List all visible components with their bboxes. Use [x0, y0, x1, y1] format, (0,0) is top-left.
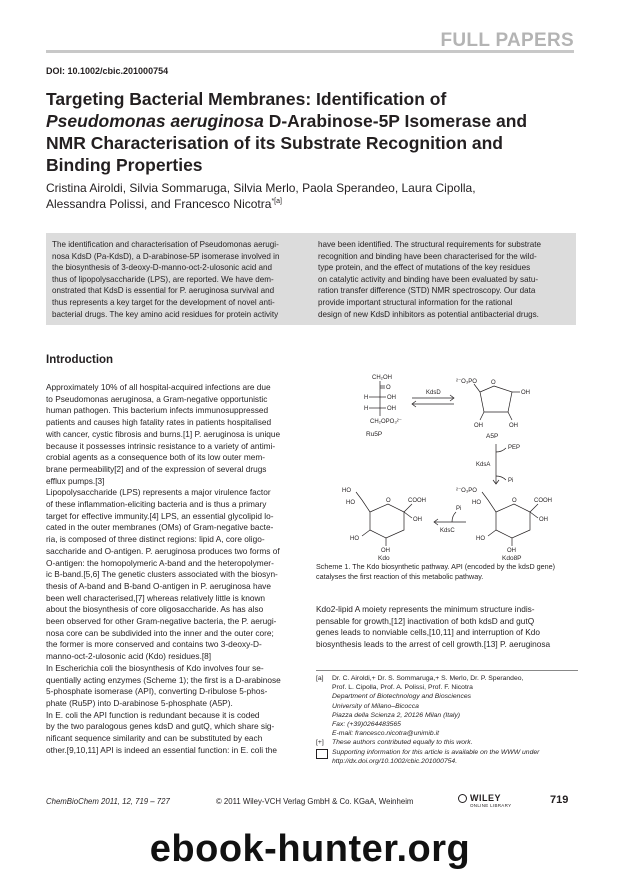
body-line: Kdo2-lipid A moiety represents the minimum structure indis-: [316, 604, 535, 614]
label-kdsa: KdsA: [476, 462, 491, 468]
label-kdsd: KdsD: [426, 390, 441, 396]
abstract-line: thus represents a key target for the development of novel anti-: [52, 297, 275, 307]
affiliation-mark: [a]: [316, 675, 324, 682]
body-line: crobial agents as a consequence both of its low outer mem-: [46, 452, 266, 463]
body-line: 5-phosphate isomerase (API), converting D-ribulose 5-phos-: [46, 686, 268, 697]
svg-text:O: O: [512, 498, 517, 504]
watermark: ebook-hunter.org: [149, 828, 471, 870]
body-line: of these inflammation-eliciting bacteria and is thus a primary: [46, 499, 267, 510]
svg-text:HO: HO: [472, 500, 481, 506]
abstract-line: provide important structural information for the rational: [318, 297, 513, 307]
wiley-online-library-logo[interactable]: [458, 793, 518, 813]
body-line: the former is more conserved and contains two 3-deoxy-D-: [46, 639, 262, 650]
body-line: pensable for growth,[12] inactivation of both kdsD and gutQ: [316, 615, 535, 626]
wiley-logo-icon: [458, 794, 467, 803]
abstract-line: ration transfer difference (STD) NMR spectroscopy. Our data: [318, 286, 536, 296]
body-line: ic B-band.[5,6] The genetic clusters associated with the biosyn-: [46, 569, 278, 580]
kdo8p-structure: [482, 492, 538, 546]
body-line: nosa core can be subdivided into the inner and the outer core;: [46, 627, 274, 638]
svg-text:OH: OH: [539, 517, 548, 523]
abstract-line: nosa KdsD (Pa-KdsD), a D-arabinose-5P isomerase involved in: [52, 251, 280, 261]
body-line: human pathogen. This bacterium infects immunosuppressed: [46, 405, 269, 416]
body-line: saccharide and O-antigen. P. aeruginosa produces two forms of: [46, 545, 280, 556]
svg-text:COOH: COOH: [534, 498, 552, 504]
body-line: Approximately 10% of all hospital-acquired infections are due: [46, 382, 271, 392]
svg-text:COOH: COOH: [408, 498, 426, 504]
svg-text:O: O: [491, 380, 496, 386]
plus-mark: [+]: [316, 739, 324, 747]
body-line: by the two paralogous genes kdsD and gutQ, which share sig-: [46, 721, 275, 732]
body-line: In Escherichia coli the biosynthesis of Kdo involves four se-: [46, 662, 264, 673]
svg-text:HO: HO: [350, 536, 359, 542]
introduction-body: [46, 382, 308, 757]
body-line: nificant sequence similarity and can be substituted by each: [46, 733, 263, 744]
abstract-line: the biosynthesis of 3-deoxy-D-manno-oct-2-ulosonic acid and: [52, 263, 272, 273]
title-line-2-rest: D-Arabinose-5P Isomerase and: [263, 111, 528, 131]
note-line: These authors contributed equally to this work.: [332, 739, 473, 747]
article-title: [46, 88, 586, 176]
title-line-2: [46, 110, 586, 132]
body-line: target for effective immunity.[4] LPS, an essential glycolipid lo-: [46, 510, 274, 521]
body-line: with cancer, cystic fibrosis and burns.[1] P. aeruginosa is unique: [46, 428, 281, 439]
kdsa-arrow: [493, 444, 506, 484]
svg-text:O: O: [386, 385, 391, 391]
body-line: In E. coli the API function is redundant because it is coded: [46, 709, 260, 720]
svg-text:OH: OH: [387, 406, 396, 412]
kdo-substituents: [342, 488, 426, 554]
body-line: been well characterised,[7] whereas relatively little is known: [46, 592, 266, 603]
label-kdo8p: Kdo8P: [502, 555, 522, 560]
svg-text:H: H: [364, 406, 369, 412]
abstract-line: have been identified. The structural requirements for substrate: [318, 240, 542, 249]
scheme-caption: [316, 562, 578, 582]
svg-text:OH: OH: [387, 395, 396, 401]
svg-text:OH: OH: [413, 517, 422, 523]
affiliation-a: [316, 674, 578, 738]
page-number: 719: [550, 794, 569, 806]
body-line: because it possesses intrinsic resistance to a variety of antimi-: [46, 440, 276, 451]
label-ru5p: Ru5P: [366, 431, 383, 438]
wiley-logo-bottom: ONLINE LIBRARY: [470, 803, 512, 808]
body-line: other.[9,10,11] API is indeed an essential function: in E. coli the: [46, 744, 277, 755]
svg-text:OH: OH: [509, 423, 518, 429]
svg-text:H: H: [364, 395, 369, 401]
affiliation-line: Department of Biotechnology and Biosciences: [332, 693, 472, 701]
affiliation-email[interactable]: E-mail: francesco.nicotra@unimib.it: [332, 730, 440, 738]
abstract-box: [46, 233, 576, 325]
section-label: FULL PAPERS: [440, 30, 574, 51]
equal-contribution-note: [316, 738, 578, 747]
svg-text:OH: OH: [381, 548, 390, 554]
author-line-1: Cristina Airoldi, Silvia Sommaruga, Silvia Merlo, Paola Sperandeo, Laura Cipolla,: [46, 181, 476, 195]
author-line-2: [46, 196, 566, 212]
footer-journal: ChemBioChem 2011, 12, 719 – 727: [46, 797, 170, 806]
body-line: patients and causes high fatality rates in patients hospitalised: [46, 417, 272, 428]
supporting-info-icon: [316, 749, 328, 759]
svg-text:²⁻O₃PO: ²⁻O₃PO: [456, 379, 477, 385]
kdsd-arrows: [412, 395, 454, 407]
affiliation-line: University of Milano–Bicocca: [332, 702, 419, 710]
wiley-logo-top: WILEY: [470, 793, 501, 803]
body-line: efflux pumps.[3]: [46, 475, 105, 486]
svg-text:²⁻O₃PO: ²⁻O₃PO: [456, 488, 477, 494]
label-pi-2: Pi: [456, 506, 462, 512]
abstract-line: The identification and characterisation of Pseudomonas aerugi-: [52, 240, 279, 249]
svg-text:O: O: [386, 498, 391, 504]
author-list: [46, 180, 566, 212]
svg-text:OH: OH: [507, 548, 516, 554]
body-line: biosynthesis leads to the arrest of cell growth.[13] P. aeruginosa: [316, 639, 551, 650]
label-pi-1: Pi: [508, 478, 514, 484]
abstract-line: recognition and binding have been characterised for the wild-: [318, 251, 537, 261]
body-line: cated in the outer membranes (OMs) of Gram-negative bacte-: [46, 522, 274, 533]
label-a5p: A5P: [486, 433, 499, 440]
body-line: O-antigen: the homopolymeric A-band and the heteropolymer-: [46, 557, 274, 568]
footer-copyright: © 2011 Wiley-VCH Verlag GmbH & Co. KGaA, Weinheim: [216, 797, 414, 806]
svg-text:OH: OH: [474, 423, 483, 429]
svg-text:HO: HO: [346, 500, 355, 506]
affiliation-line: Piazza della Scienza 2, 20126 Milan (Italy): [332, 711, 461, 719]
affiliation-line: Dr. C. Airoldi,+ Dr. S. Sommaruga,+ S. Merlo, Dr. P. Sperandeo,: [332, 675, 524, 682]
label-kdsc: KdsC: [440, 528, 455, 534]
abstract-line: onstrated that KdsD is essential for P. aeruginosa survival and: [52, 286, 275, 296]
body-line: genes leads to nonviable cells,[10,11] and interruption of Kdo: [316, 627, 541, 638]
label-kdo: Kdo: [378, 555, 390, 560]
a5p-structure: [474, 384, 520, 420]
caption-line: catalyses the first reaction of this metabolic pathway.: [316, 572, 484, 581]
body-line: phate (Ru5P) into D-arabinose 5-phosphate (A5P).: [46, 697, 233, 708]
body-line: about the biosynthesis of core oligosaccharide. As has also: [46, 604, 264, 615]
abstract-line: thus of lipopolysaccharide (LPS), are reported. We have dem-: [52, 274, 274, 284]
title-line-3: NMR Characterisation of its Substrate Recognition and: [46, 133, 503, 153]
ru5p-structure: [364, 375, 402, 425]
kdo8p-substituents: [456, 488, 552, 554]
affiliation-line: Fax: (+39)0264483565: [332, 721, 401, 729]
title-species: Pseudomonas aeruginosa: [46, 111, 264, 131]
author-line-2-text: Alessandra Polissi, and Francesco Nicotra: [46, 197, 272, 211]
supporting-info-note: [316, 748, 578, 766]
body-line: quentially acting enzymes (Scheme 1); the first is a D-arabinose: [46, 674, 281, 685]
body-line: manno-oct-2-ulosonic acid (Kdo) residues.[8]: [46, 651, 212, 662]
abstract-line: design of new KdsD inhibitors as potential antibacterial drugs.: [318, 309, 539, 319]
abstract-line: on catalytic activity and binding have been evaluated by satu-: [318, 274, 539, 284]
supporting-info-link[interactable]: http://dx.doi.org/10.1002/cbic.201000754.: [332, 757, 458, 765]
svg-text:OH: OH: [521, 390, 530, 396]
abstract-left-column: [52, 239, 303, 320]
body-line: Lipopolysaccharide (LPS) represents a major virulence factor: [46, 487, 271, 498]
body-line: ria, is composed of three distinct regions: lipid A, core oligo-: [46, 534, 265, 545]
abstract-line: bacterial drugs. The key amino acid residues for protein activity: [52, 309, 279, 319]
svg-text:HO: HO: [342, 488, 351, 494]
svg-text:CH₂OPO₃²⁻: CH₂OPO₃²⁻: [370, 419, 402, 425]
doi[interactable]: DOI: 10.1002/cbic.201000754: [46, 66, 169, 76]
kdo-structure: [356, 492, 412, 546]
kdsc-arrow: [434, 512, 466, 525]
title-line-4: Binding Properties: [46, 155, 203, 175]
right-column-body: [316, 604, 578, 651]
header-rule: [46, 50, 574, 53]
scheme-1-diagram: [316, 372, 576, 560]
affiliation-line: Prof. L. Cipolla, Prof. A. Polissi, Prof. F. Nicotra: [332, 684, 473, 692]
abstract-line: type protein, and the effect of mutations of the key residues: [318, 263, 531, 273]
svg-text:HO: HO: [476, 536, 485, 542]
label-pep: PEP: [508, 445, 521, 451]
body-line: brane permeability[2] and of the expression of several drugs: [46, 463, 267, 474]
body-line: to Pseudomonas aeruginosa, a Gram-negative opportunistic: [46, 393, 268, 404]
title-line-1: Targeting Bacterial Membranes: Identification of: [46, 89, 447, 109]
caption-line: Scheme 1. The Kdo biosynthetic pathway. API (encoded by the kdsD gene): [316, 562, 556, 571]
note-line: Supporting information for this article is available on the WWW under: [332, 748, 540, 756]
author-affiliation-mark: *[a]: [271, 198, 282, 205]
affiliation-block: [316, 674, 578, 766]
svg-text:CH₂OH: CH₂OH: [372, 375, 392, 381]
abstract-right-column: [318, 239, 570, 320]
body-line: been observed for other Gram-negative bacteria, the P. aerugi-: [46, 616, 277, 627]
body-line: thesis of A-band and B-band O-antigen in P. aeruginosa have: [46, 580, 271, 591]
affiliation-rule: [316, 670, 578, 671]
introduction-heading: Introduction: [46, 354, 114, 366]
